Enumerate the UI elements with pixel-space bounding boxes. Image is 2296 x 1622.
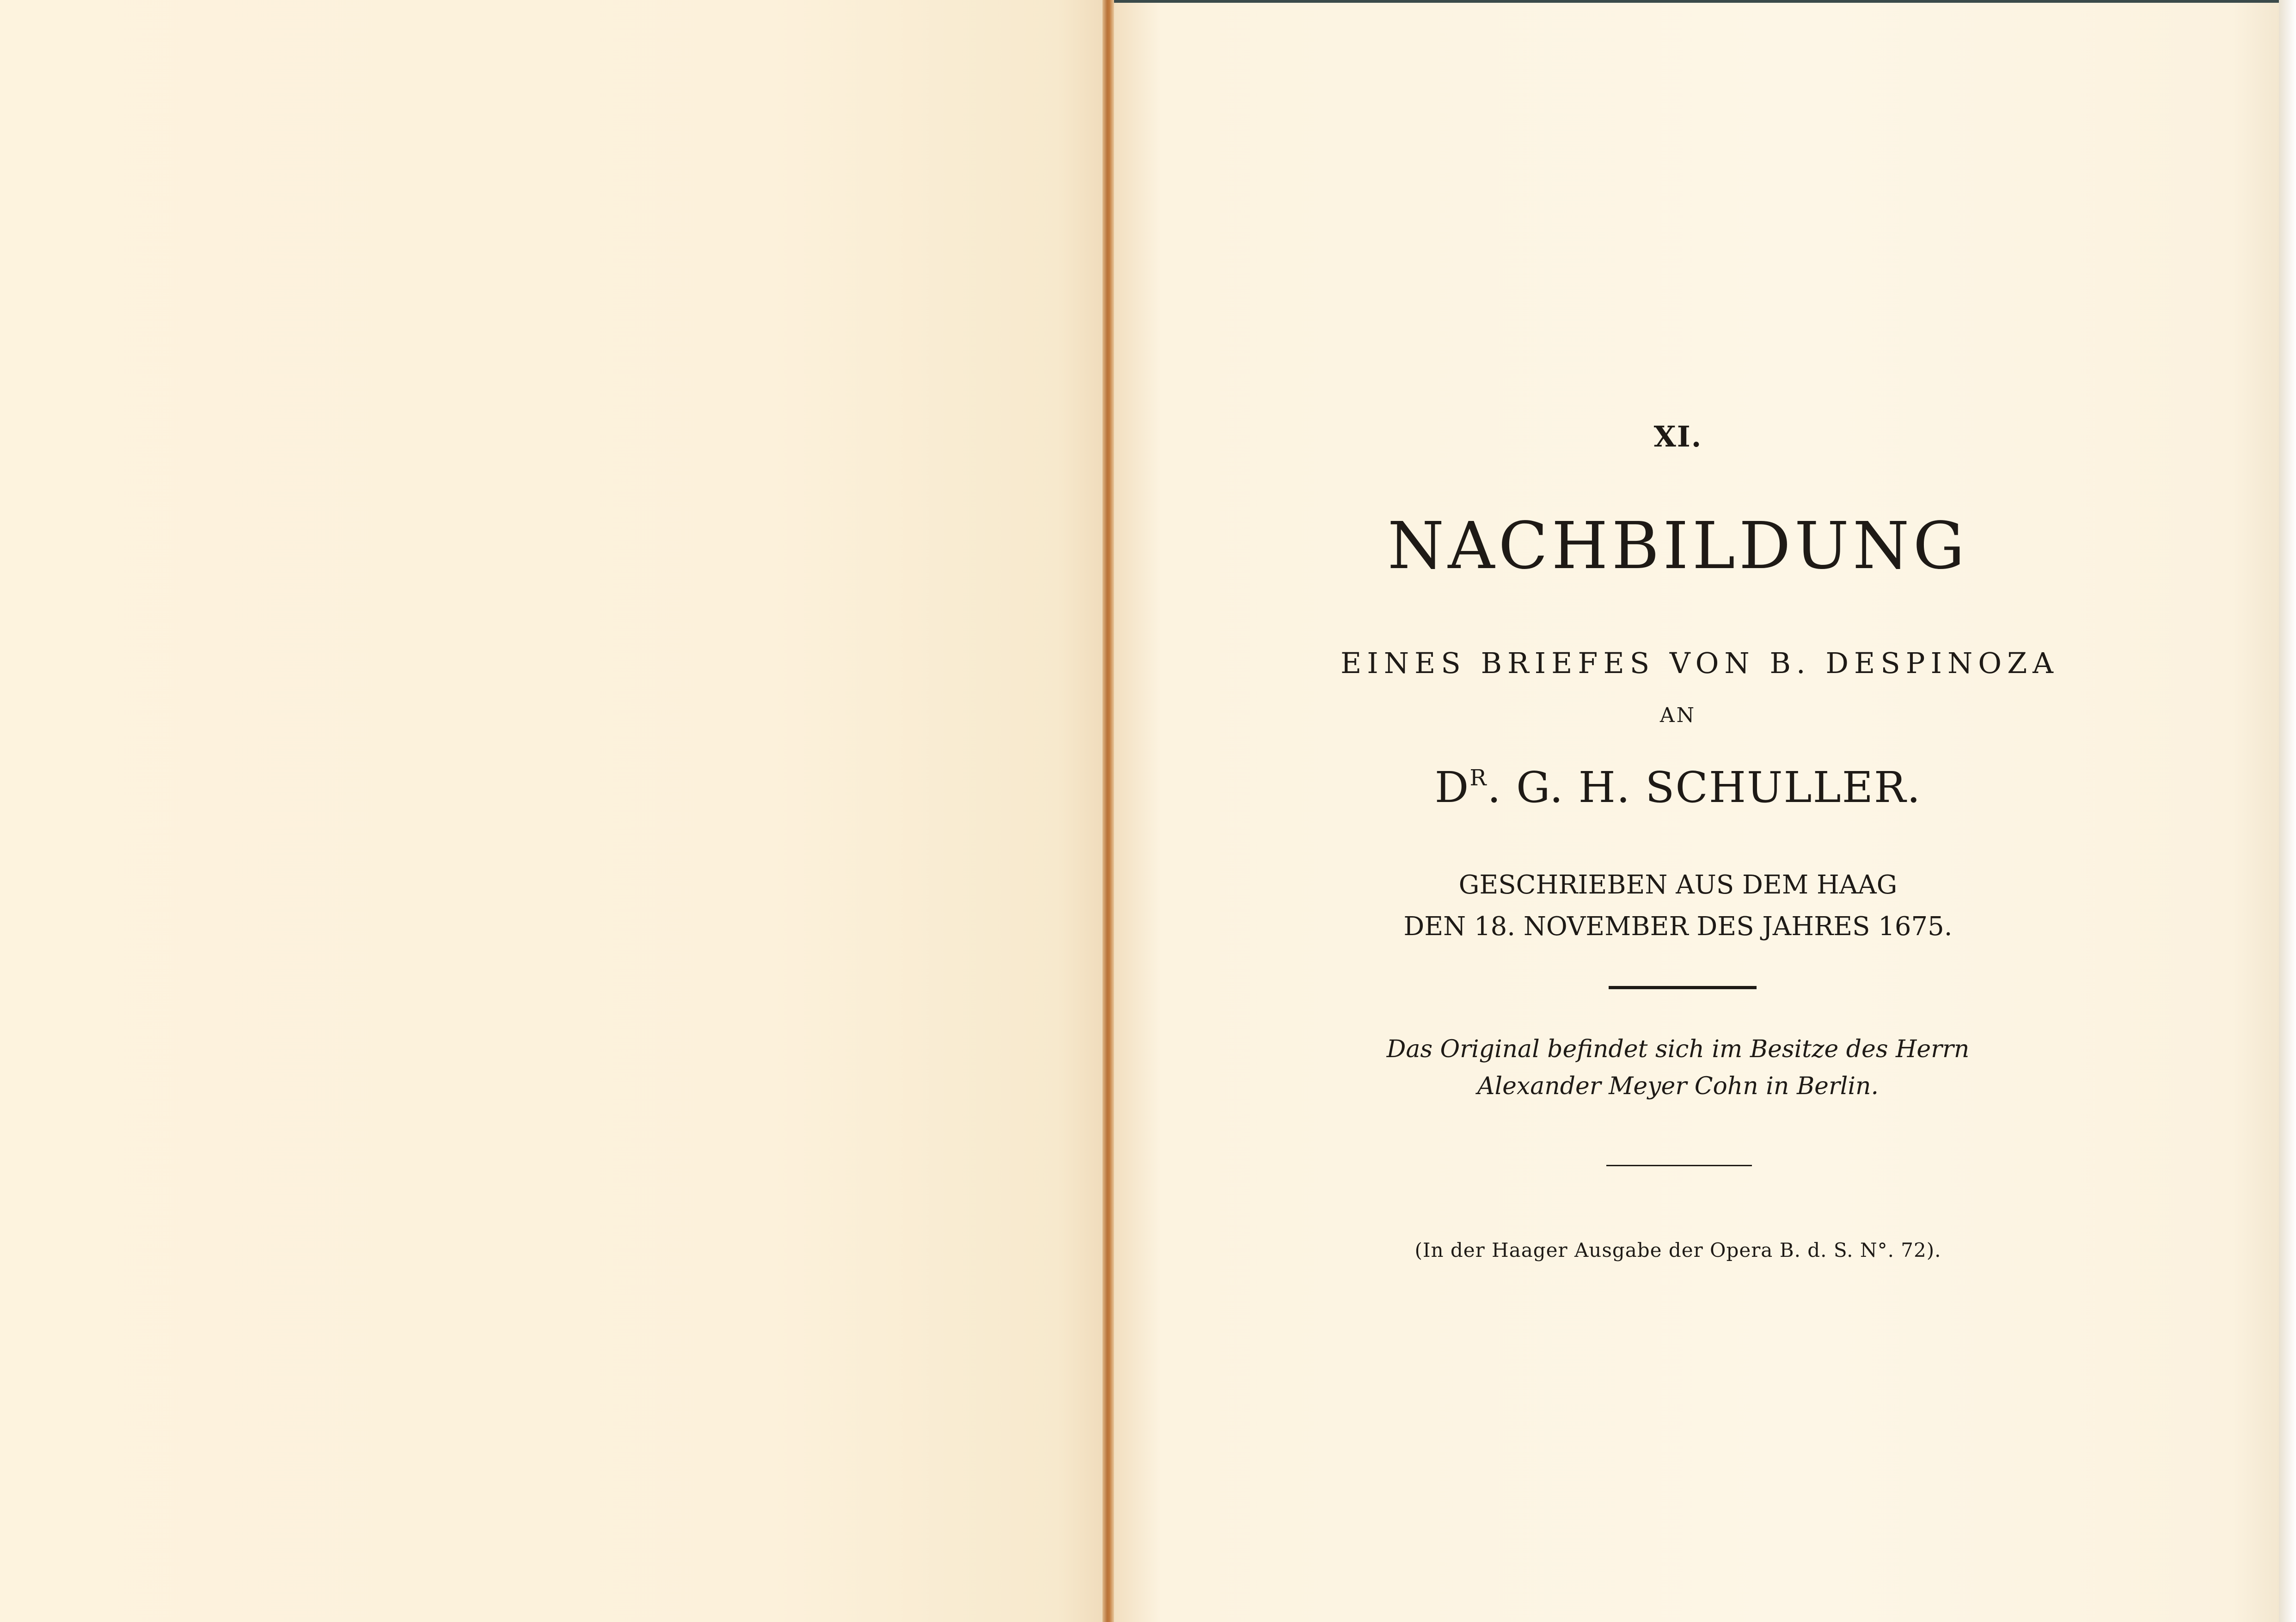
original-line-2: Alexander Meyer Cohn in Berlin. [1477, 1072, 1879, 1100]
written-line-1: GESCHRIEBEN AUS DEM HAAG [1458, 870, 1898, 900]
subtitle: EINES BRIEFES VON B. DESPINOZA [1341, 646, 2059, 680]
title-page-content [1341, 0, 2059, 1622]
left-page-blank [0, 0, 1102, 1622]
divider-thick [1609, 986, 1757, 989]
subtitle-an: AN [1659, 704, 1696, 727]
book-spine [1102, 0, 1114, 1622]
edition-note: (In der Haager Ausgabe der Opera B. d. S. N°. 72). [1414, 1239, 1941, 1261]
section-numeral: XI. [1653, 420, 1702, 453]
original-note [1341, 1031, 2015, 1105]
written-info [1341, 864, 2015, 948]
recipient-sup: R [1469, 765, 1488, 791]
written-line-2: DEN 18. NOVEMBER DES JAHRES 1675. [1403, 912, 1953, 942]
original-line-1: Das Original befindet sich im Besitze des Herrn [1386, 1035, 1970, 1063]
recipient [1341, 763, 2015, 812]
recipient-name: . G. H. SCHULLER. [1487, 763, 1922, 812]
page-title: NACHBILDUNG [1387, 508, 1969, 584]
divider-thin [1606, 1165, 1752, 1166]
recipient-dr: D [1434, 763, 1470, 812]
page-edge [2279, 0, 2296, 1622]
